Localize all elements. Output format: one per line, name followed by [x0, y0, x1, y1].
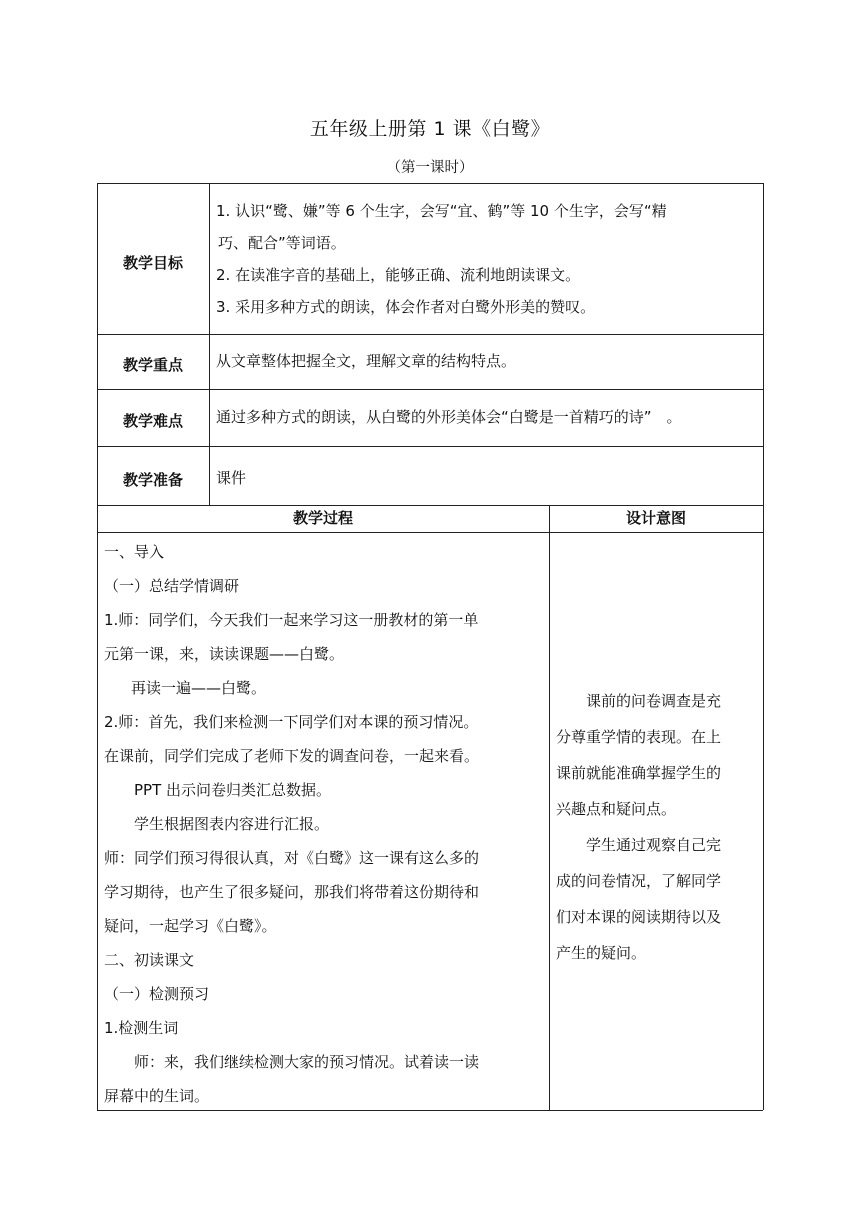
preparation-text: 课件 — [216, 469, 247, 487]
intent-line: 兴趣点和疑问点。 — [556, 800, 677, 818]
intent-line: 们对本课的阅读期待以及 — [556, 908, 722, 926]
process-line: 师：来，我们继续检测大家的预习情况。试着读一读 — [134, 1053, 480, 1071]
difficulties-label: 教学难点 — [122, 412, 183, 430]
goal-line: 3. 采用多种方式的朗读，体会作者对白鹭外形美的赞叹。 — [216, 298, 596, 316]
process-line: 再读一遍——白鹭。 — [131, 679, 267, 697]
intent-content — [556, 683, 760, 971]
document-title: 五年级上册第 1 课《白鹭》 — [309, 118, 551, 140]
intent-line: 课前就能准确掌握学生的 — [556, 764, 722, 782]
intent-line: 分尊重学情的表现。在上 — [556, 728, 722, 746]
process-line: （一）检测预习 — [104, 985, 210, 1003]
process-line: 在课前，同学们完成了老师下发的调查问卷，一起来看。 — [104, 747, 480, 765]
process-line: 学习期待，也产生了很多疑问，那我们将带着这份期待和 — [104, 883, 480, 901]
key-points-label: 教学重点 — [122, 356, 183, 374]
preparation-label: 教学准备 — [122, 471, 183, 489]
process-line: 屏幕中的生词。 — [104, 1087, 210, 1105]
goal-line: 1. 认识“鹭、嫌”等 6 个生字，会写“宜、鹤”等 10 个生字，会写“精 — [216, 202, 667, 220]
process-line: 二、初读课文 — [104, 951, 195, 969]
goal-line: 巧、配合”等词语。 — [218, 234, 346, 252]
document-subtitle: （第一课时） — [386, 160, 474, 176]
process-content — [104, 535, 547, 1113]
process-line: 元第一课，来，读读课题——白鹭。 — [104, 645, 345, 663]
goals-list — [216, 195, 761, 323]
key-points-text: 从文章整体把握全文，理解文章的结构特点。 — [216, 352, 517, 370]
process-line: 师：同学们预习得很认真，对《白鹭》这一课有这么多的 — [104, 849, 480, 867]
process-line: 1.检测生词 — [104, 1019, 179, 1037]
process-line: 学生根据图表内容进行汇报。 — [134, 815, 330, 833]
process-line: （一）总结学情调研 — [104, 577, 240, 595]
goal-line: 2. 在读准字音的基础上，能够正确、流利地朗读课文。 — [216, 266, 581, 284]
goals-label: 教学目标 — [122, 254, 183, 272]
process-line: 疑问，一起学习《白鹭》。 — [104, 917, 277, 935]
intent-line: 成的问卷情况，了解同学 — [556, 872, 722, 890]
process-header: 教学过程 — [292, 509, 353, 527]
process-line: 一、导入 — [104, 543, 165, 561]
intent-line: 学生通过观察自己完 — [586, 836, 722, 854]
intent-header: 设计意图 — [625, 509, 686, 527]
difficulties-text: 通过多种方式的朗读，从白鹭的外形美体会“白鹭是一首精巧的诗” 。 — [216, 408, 682, 426]
process-line: 1.师：同学们，今天我们一起来学习这一册教材的第一单 — [104, 611, 479, 629]
process-line: 2.师：首先，我们来检测一下同学们对本课的预习情况。 — [104, 713, 479, 731]
intent-line: 课前的问卷调查是充 — [586, 692, 722, 710]
intent-line: 产生的疑问。 — [556, 944, 647, 962]
process-line: PPT 出示问卷归类汇总数据。 — [134, 781, 332, 799]
